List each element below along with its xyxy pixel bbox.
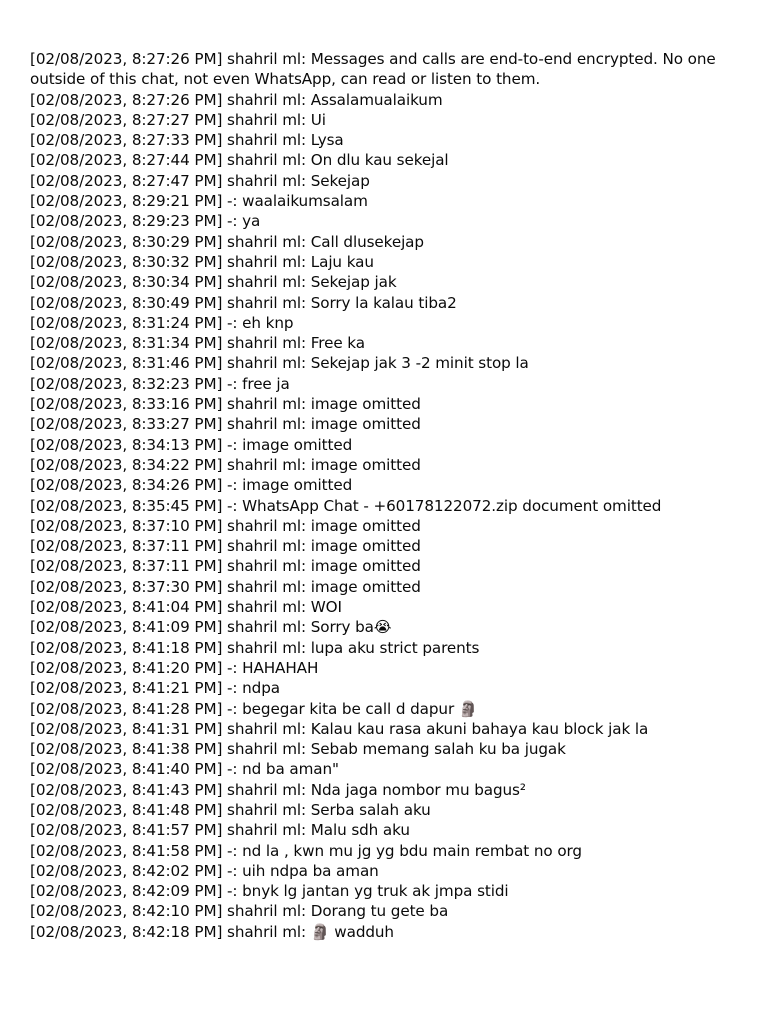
chat-line: [02/08/2023, 8:33:16 PM] shahril ml: image omitted (30, 395, 421, 414)
chat-line: [02/08/2023, 8:32:23 PM] -: free ja (30, 374, 290, 393)
chat-line: [02/08/2023, 8:34:13 PM] -: image omitted (30, 435, 353, 454)
chat-log (30, 49, 742, 942)
chat-line: [02/08/2023, 8:37:10 PM] shahril ml: image omitted (30, 516, 421, 535)
chat-line: [02/08/2023, 8:41:18 PM] shahril ml: lupa aku strict parents (30, 638, 480, 657)
chat-line: [02/08/2023, 8:27:26 PM] shahril ml: Messages and calls are end-to-end encrypted. No one outside of this chat, not even WhatsApp, can read or listen to them. (30, 50, 716, 89)
chat-line: [02/08/2023, 8:27:27 PM] shahril ml: Ui (30, 110, 326, 129)
chat-line: [02/08/2023, 8:41:28 PM] -: begegar kita be call d dapur 🗿 (30, 699, 478, 718)
chat-line: [02/08/2023, 8:42:18 PM] shahril ml: 🗿 wadduh (30, 922, 394, 941)
chat-line: [02/08/2023, 8:34:22 PM] shahril ml: image omitted (30, 455, 421, 474)
chat-line: [02/08/2023, 8:41:31 PM] shahril ml: Kalau kau rasa akuni bahaya kau block jak la (30, 719, 649, 738)
chat-line: [02/08/2023, 8:30:32 PM] shahril ml: Laju kau (30, 252, 374, 271)
chat-line: [02/08/2023, 8:41:40 PM] -: nd ba aman" (30, 760, 339, 779)
chat-line: [02/08/2023, 8:41:09 PM] shahril ml: Sorry ba😭 (30, 618, 392, 637)
chat-line: [02/08/2023, 8:41:57 PM] shahril ml: Malu sdh aku (30, 821, 410, 840)
chat-line: [02/08/2023, 8:41:48 PM] shahril ml: Serba salah aku (30, 800, 431, 819)
chat-line: [02/08/2023, 8:42:02 PM] -: uih ndpa ba aman (30, 861, 379, 880)
chat-line: [02/08/2023, 8:30:34 PM] shahril ml: Sekejap jak (30, 273, 397, 292)
chat-line: [02/08/2023, 8:31:46 PM] shahril ml: Sekejap jak 3 -2 minit stop la (30, 354, 529, 373)
chat-line: [02/08/2023, 8:30:49 PM] shahril ml: Sorry la kalau tiba2 (30, 293, 457, 312)
chat-line: [02/08/2023, 8:41:21 PM] -: ndpa (30, 679, 280, 698)
chat-line: [02/08/2023, 8:27:47 PM] shahril ml: Sekejap (30, 171, 370, 190)
chat-line: [02/08/2023, 8:41:20 PM] -: HAHAHAH (30, 658, 319, 677)
chat-line: [02/08/2023, 8:37:11 PM] shahril ml: image omitted (30, 557, 421, 576)
chat-line: [02/08/2023, 8:42:09 PM] -: bnyk lg jantan yg truk ak jmpa stidi (30, 882, 509, 901)
chat-line: [02/08/2023, 8:35:45 PM] -: WhatsApp Chat - +60178122072.zip document omitted (30, 496, 662, 515)
chat-line: [02/08/2023, 8:34:26 PM] -: image omitted (30, 476, 353, 495)
chat-line: [02/08/2023, 8:29:21 PM] -: waalaikumsalam (30, 192, 368, 211)
chat-line: [02/08/2023, 8:29:23 PM] -: ya (30, 212, 261, 231)
chat-line: [02/08/2023, 8:30:29 PM] shahril ml: Call dlusekejap (30, 232, 424, 251)
chat-line: [02/08/2023, 8:41:43 PM] shahril ml: Nda jaga nombor mu bagus² (30, 780, 526, 799)
chat-line: [02/08/2023, 8:41:04 PM] shahril ml: WOI (30, 598, 342, 617)
chat-line: [02/08/2023, 8:27:33 PM] shahril ml: Lysa (30, 131, 344, 150)
chat-line: [02/08/2023, 8:27:26 PM] shahril ml: Assalamualaikum (30, 90, 443, 109)
chat-line: [02/08/2023, 8:31:34 PM] shahril ml: Free ka (30, 334, 365, 353)
chat-line: [02/08/2023, 8:27:44 PM] shahril ml: On dlu kau sekejal (30, 151, 449, 170)
chat-line: [02/08/2023, 8:37:11 PM] shahril ml: image omitted (30, 537, 421, 556)
chat-line: [02/08/2023, 8:41:38 PM] shahril ml: Sebab memang salah ku ba jugak (30, 740, 566, 759)
chat-line: [02/08/2023, 8:41:58 PM] -: nd la , kwn mu jg yg bdu main rembat no org (30, 841, 582, 860)
chat-line: [02/08/2023, 8:42:10 PM] shahril ml: Dorang tu gete ba (30, 902, 449, 921)
chat-line: [02/08/2023, 8:37:30 PM] shahril ml: image omitted (30, 577, 421, 596)
chat-line: [02/08/2023, 8:33:27 PM] shahril ml: image omitted (30, 415, 421, 434)
chat-line: [02/08/2023, 8:31:24 PM] -: eh knp (30, 313, 294, 332)
